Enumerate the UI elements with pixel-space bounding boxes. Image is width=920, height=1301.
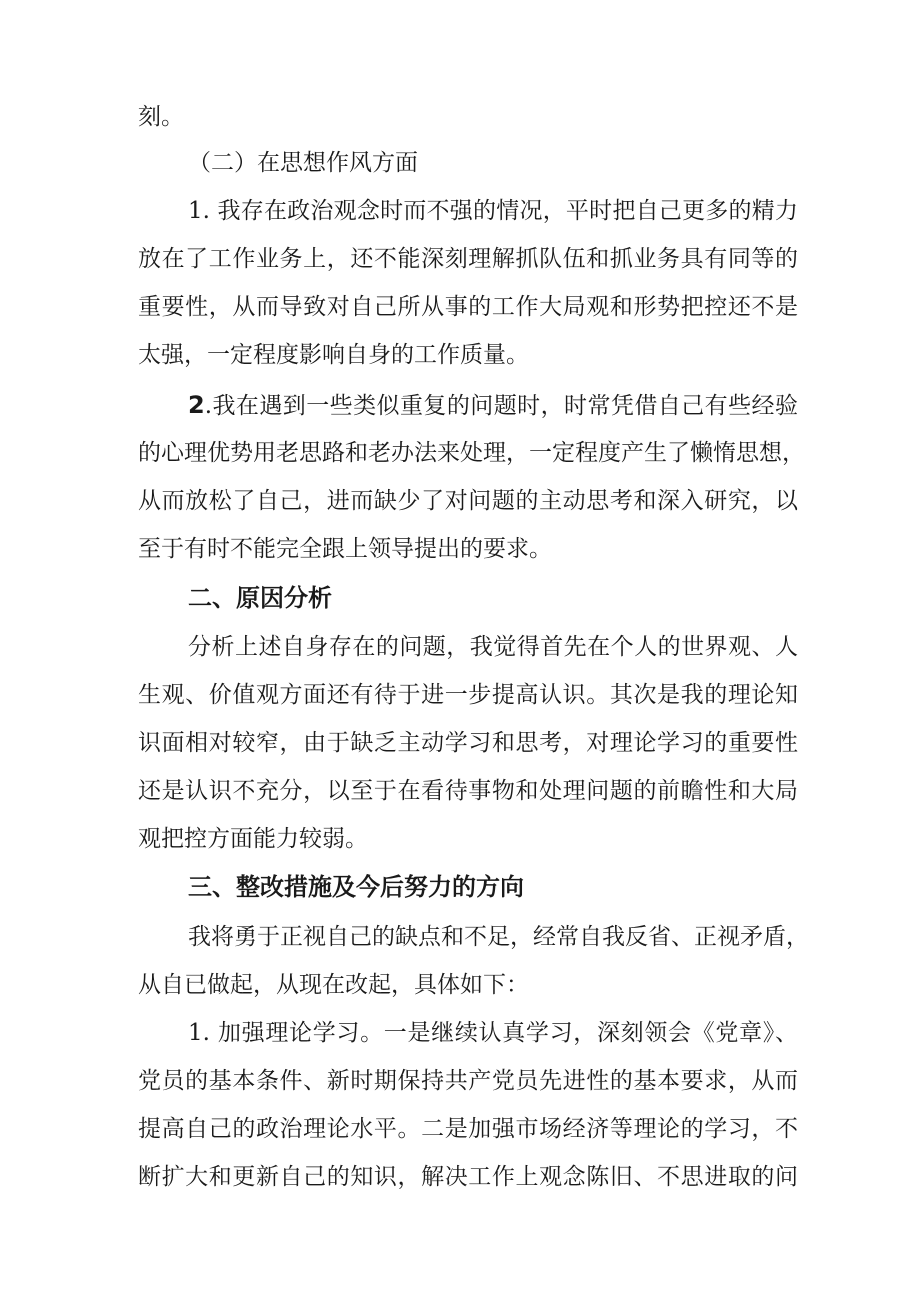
paragraph-line: 刻。 [138,104,184,130]
paragraph-line: 从而放松了自己，进而缺少了对问题的主动思考和深入研究，以 [138,488,798,514]
paragraph-line: 重要性，从而导致对自己所从事的工作大局观和形势把控还不是 [138,294,798,320]
paragraph-line: 从自已做起，从现在改起，具体如下： [138,972,529,998]
section-heading: 三、整改措施及今后努力的方向 [188,873,524,901]
paragraph-line: 至于有时不能完全跟上领导提出的要求。 [138,536,552,562]
paragraph-line: 太强，一定程度影响自身的工作质量。 [138,342,529,368]
paragraph-line: 1. 加强理论学习。一是继续认真学习，深刻领会《党章》、 [188,1020,798,1046]
paragraph-text: .我在遇到一些类似重复的问题时，时常凭借自己有些经验 [204,393,798,419]
section-heading: 二、原因分析 [188,584,332,612]
paragraph-line: 1. 我存在政治观念时而不强的情况，平时把自己更多的精力 [188,198,798,224]
subsection-heading: （二）在思想作风方面 [188,150,418,176]
paragraph-line: 识面相对较窄，由于缺乏主动学习和思考，对理论学习的重要性 [138,730,798,756]
paragraph-line: 提高自己的政治理论水平。二是加强市场经济等理论的学习，不 [138,1116,798,1142]
paragraph-line [188,390,798,421]
paragraph-line: 还是认识不充分，以至于在看待事物和处理问题的前瞻性和大局 [138,778,798,804]
paragraph-line: 生观、价值观方面还有待于进一步提高认识。其次是我的理论知 [138,682,798,708]
paragraph-line: 的心理优势用老思路和老办法来处理，一定程度产生了懒惰思想， [138,440,805,466]
item-number: 2 [188,391,205,419]
paragraph-line: 分析上述自身存在的问题，我觉得首先在个人的世界观、人 [188,634,798,660]
paragraph-line: 我将勇于正视自己的缺点和不足，经常自我反省、正视矛盾， [188,924,809,950]
paragraph-line: 断扩大和更新自己的知识，解决工作上观念陈旧、不思进取的问 [138,1164,798,1190]
paragraph-line: 放在了工作业务上，还不能深刻理解抓队伍和抓业务具有同等的 [138,246,798,272]
paragraph-line: 观把控方面能力较弱。 [138,826,368,852]
paragraph-line: 党员的基本条件、新时期保持共产党员先进性的基本要求，从而 [138,1068,798,1094]
